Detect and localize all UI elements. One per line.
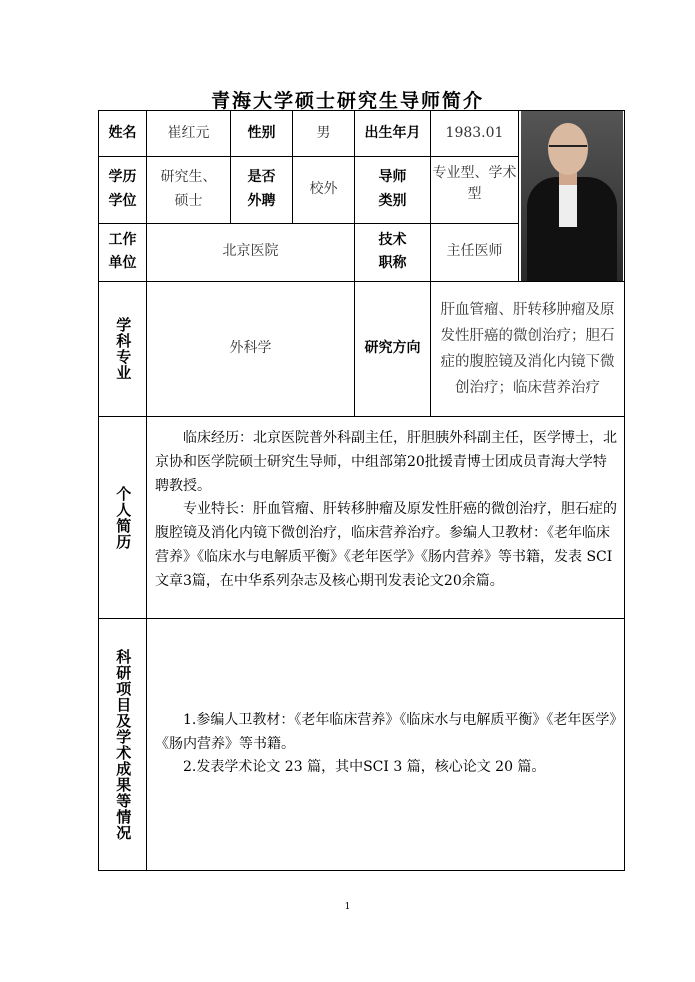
name-value: 崔红元 bbox=[147, 111, 231, 157]
gender-value: 男 bbox=[293, 111, 355, 157]
results-item-2: 2.发表学术论文 23 篇，其中SCI 3 篇，核心论文 20 篇。 bbox=[183, 759, 546, 776]
work-unit-label: 工作 单位 bbox=[99, 223, 147, 281]
page-number: 1 bbox=[344, 902, 351, 912]
research-results-label: 科研项目及学术成果等情况 bbox=[99, 619, 147, 871]
gender-label: 性别 bbox=[231, 111, 293, 157]
tech-title-value: 主任医师 bbox=[431, 223, 519, 281]
bio-paragraph-clinical: 临床经历：北京医院普外科副主任，肝胆胰外科副主任，医学博士，北京协和医学院硕士研究生导师，中组部第20批援青博士团成员青海大学特聘教授。 bbox=[155, 430, 617, 494]
page-title: 青海大学硕士研究生导师简介 bbox=[210, 90, 484, 112]
tech-title-label: 技术 职称 bbox=[355, 223, 431, 281]
results-item-1: 1.参编人卫教材：《老年临床营养》《临床水与电解质平衡》《老年医学》《肠内营养》等书籍。 bbox=[155, 711, 617, 752]
profile-table bbox=[98, 110, 625, 871]
research-direction-label: 研究方向 bbox=[355, 282, 431, 417]
birth-value: 1983.01 bbox=[431, 111, 519, 157]
photo-cell bbox=[519, 111, 625, 282]
supervisor-type-value: 专业型、学术型 bbox=[431, 157, 519, 223]
subject-value: 外科学 bbox=[147, 282, 355, 417]
bio-paragraph-specialty: 专业特长：肝血管瘤、肝转移肿瘤及原发性肝癌的微创治疗，胆石症的腹腔镜及消化内镜下微创治疗，临床营养治疗。参编人卫教材：《老年临床营养》《临床水与电解质平衡》《老年医学》《肠内营养》等书籍，发表 SCI 文章3篇，在中华系列杂志及核心期刊发表论文20余篇。 bbox=[155, 501, 617, 589]
external-label: 是否 外聘 bbox=[231, 157, 293, 223]
research-direction-value: 肝血管瘤、肝转移肿瘤及原发性肝癌的微创治疗；胆石症的腹腔镜及消化内镜下微创治疗；临床营养治疗 bbox=[431, 282, 625, 417]
research-results-text bbox=[147, 619, 625, 871]
work-unit-value: 北京医院 bbox=[147, 223, 355, 281]
subject-label: 学科专业 bbox=[99, 282, 147, 417]
portrait-photo bbox=[521, 111, 623, 281]
bio-label: 个人简历 bbox=[99, 417, 147, 619]
external-value: 校外 bbox=[293, 157, 355, 223]
bio-text bbox=[147, 417, 625, 619]
supervisor-type-label: 导师 类别 bbox=[355, 157, 431, 223]
name-label: 姓名 bbox=[99, 111, 147, 157]
education-label: 学历 学位 bbox=[99, 157, 147, 223]
birth-label: 出生年月 bbox=[355, 111, 431, 157]
education-value: 研究生、 硕士 bbox=[147, 157, 231, 223]
